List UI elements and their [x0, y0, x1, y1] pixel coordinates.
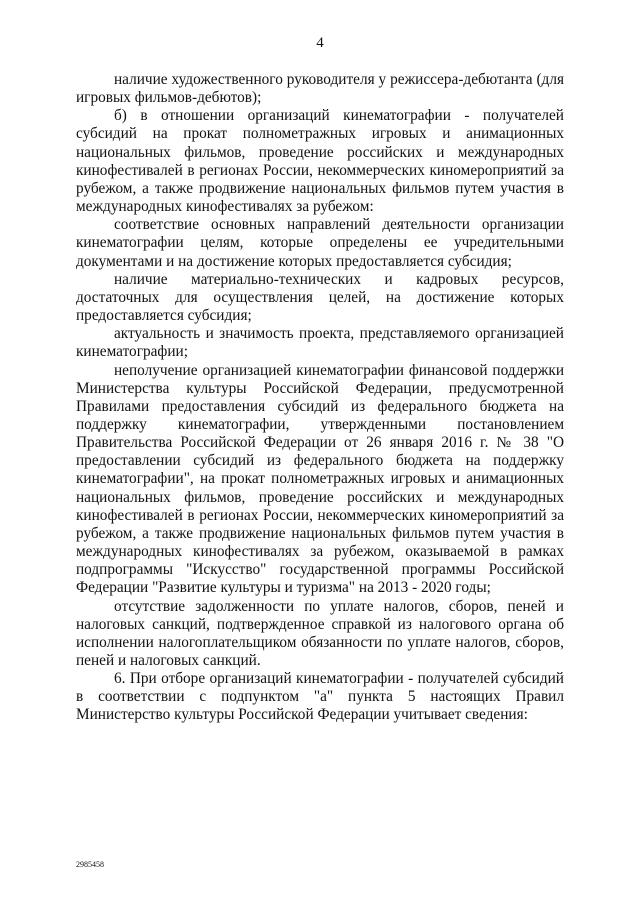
- paragraph: неполучение организацией кинематографии финансовой поддержки Министерства культуры Российской Федерации, предусмотренной Правилами предоставления субсидий из федерального бюджета на поддержку кинематографии, утвержденными постановлением Правительства Российской Федерации от 26 января 2016 г. № 38 "О предоставлении субсидий из федерального бюджета на поддержку кинематографии", на прокат полнометражных игровых и анимационных национальных фильмов, проведение российских и международных кинофестивалей в регионах России, некоммерческих киномероприятий за рубежом, а также продвижение национальных фильмов путем участия в международных кинофестивалях за рубежом, оказываемой в рамках подпрограммы "Искусство" государственной программы Российской Федерации "Развитие культуры и туризма" на 2013 - 2020 годы;: [76, 361, 564, 597]
- paragraph: соответствие основных направлений деятельности организации кинематографии целям, которые определены ее учредительными документами и на достижение которых предоставляется субсидия;: [76, 216, 564, 270]
- paragraph: б) в отношении организаций кинематографии - получателей субсидий на прокат полнометражных игровых и анимационных национальных фильмов, проведение российских и международных кинофестивалей в регионах России, некоммерческих киномероприятий за рубежом, а также продвижение национальных фильмов путем участия в международных кинофестивалях за рубежом:: [76, 107, 564, 216]
- document-id: 2985458: [76, 860, 104, 869]
- paragraph: актуальность и значимость проекта, представляемого организацией кинематографии;: [76, 325, 564, 361]
- paragraph: наличие художественного руководителя у режиссера-дебютанта (для игровых фильмов-дебютов);: [76, 71, 564, 107]
- paragraph: отсутствие задолженности по уплате налогов, сборов, пеней и налоговых санкций, подтвержденное справкой из налогового органа об исполнении налогоплательщиком обязанности по уплате налогов, сборов, пеней и налоговых санкций.: [76, 597, 564, 669]
- page-number: 4: [316, 35, 324, 51]
- document-body: [76, 71, 564, 725]
- paragraph: 6. При отборе организаций кинематографии - получателей субсидий в соответствии с подпунктом "а" пункта 5 настоящих Правил Министерство культуры Российской Федерации учитывает сведения:: [76, 670, 564, 724]
- paragraph: наличие материально-технических и кадровых ресурсов, достаточных для осуществления целей, на достижение которых предоставляется субсидия;: [76, 270, 564, 325]
